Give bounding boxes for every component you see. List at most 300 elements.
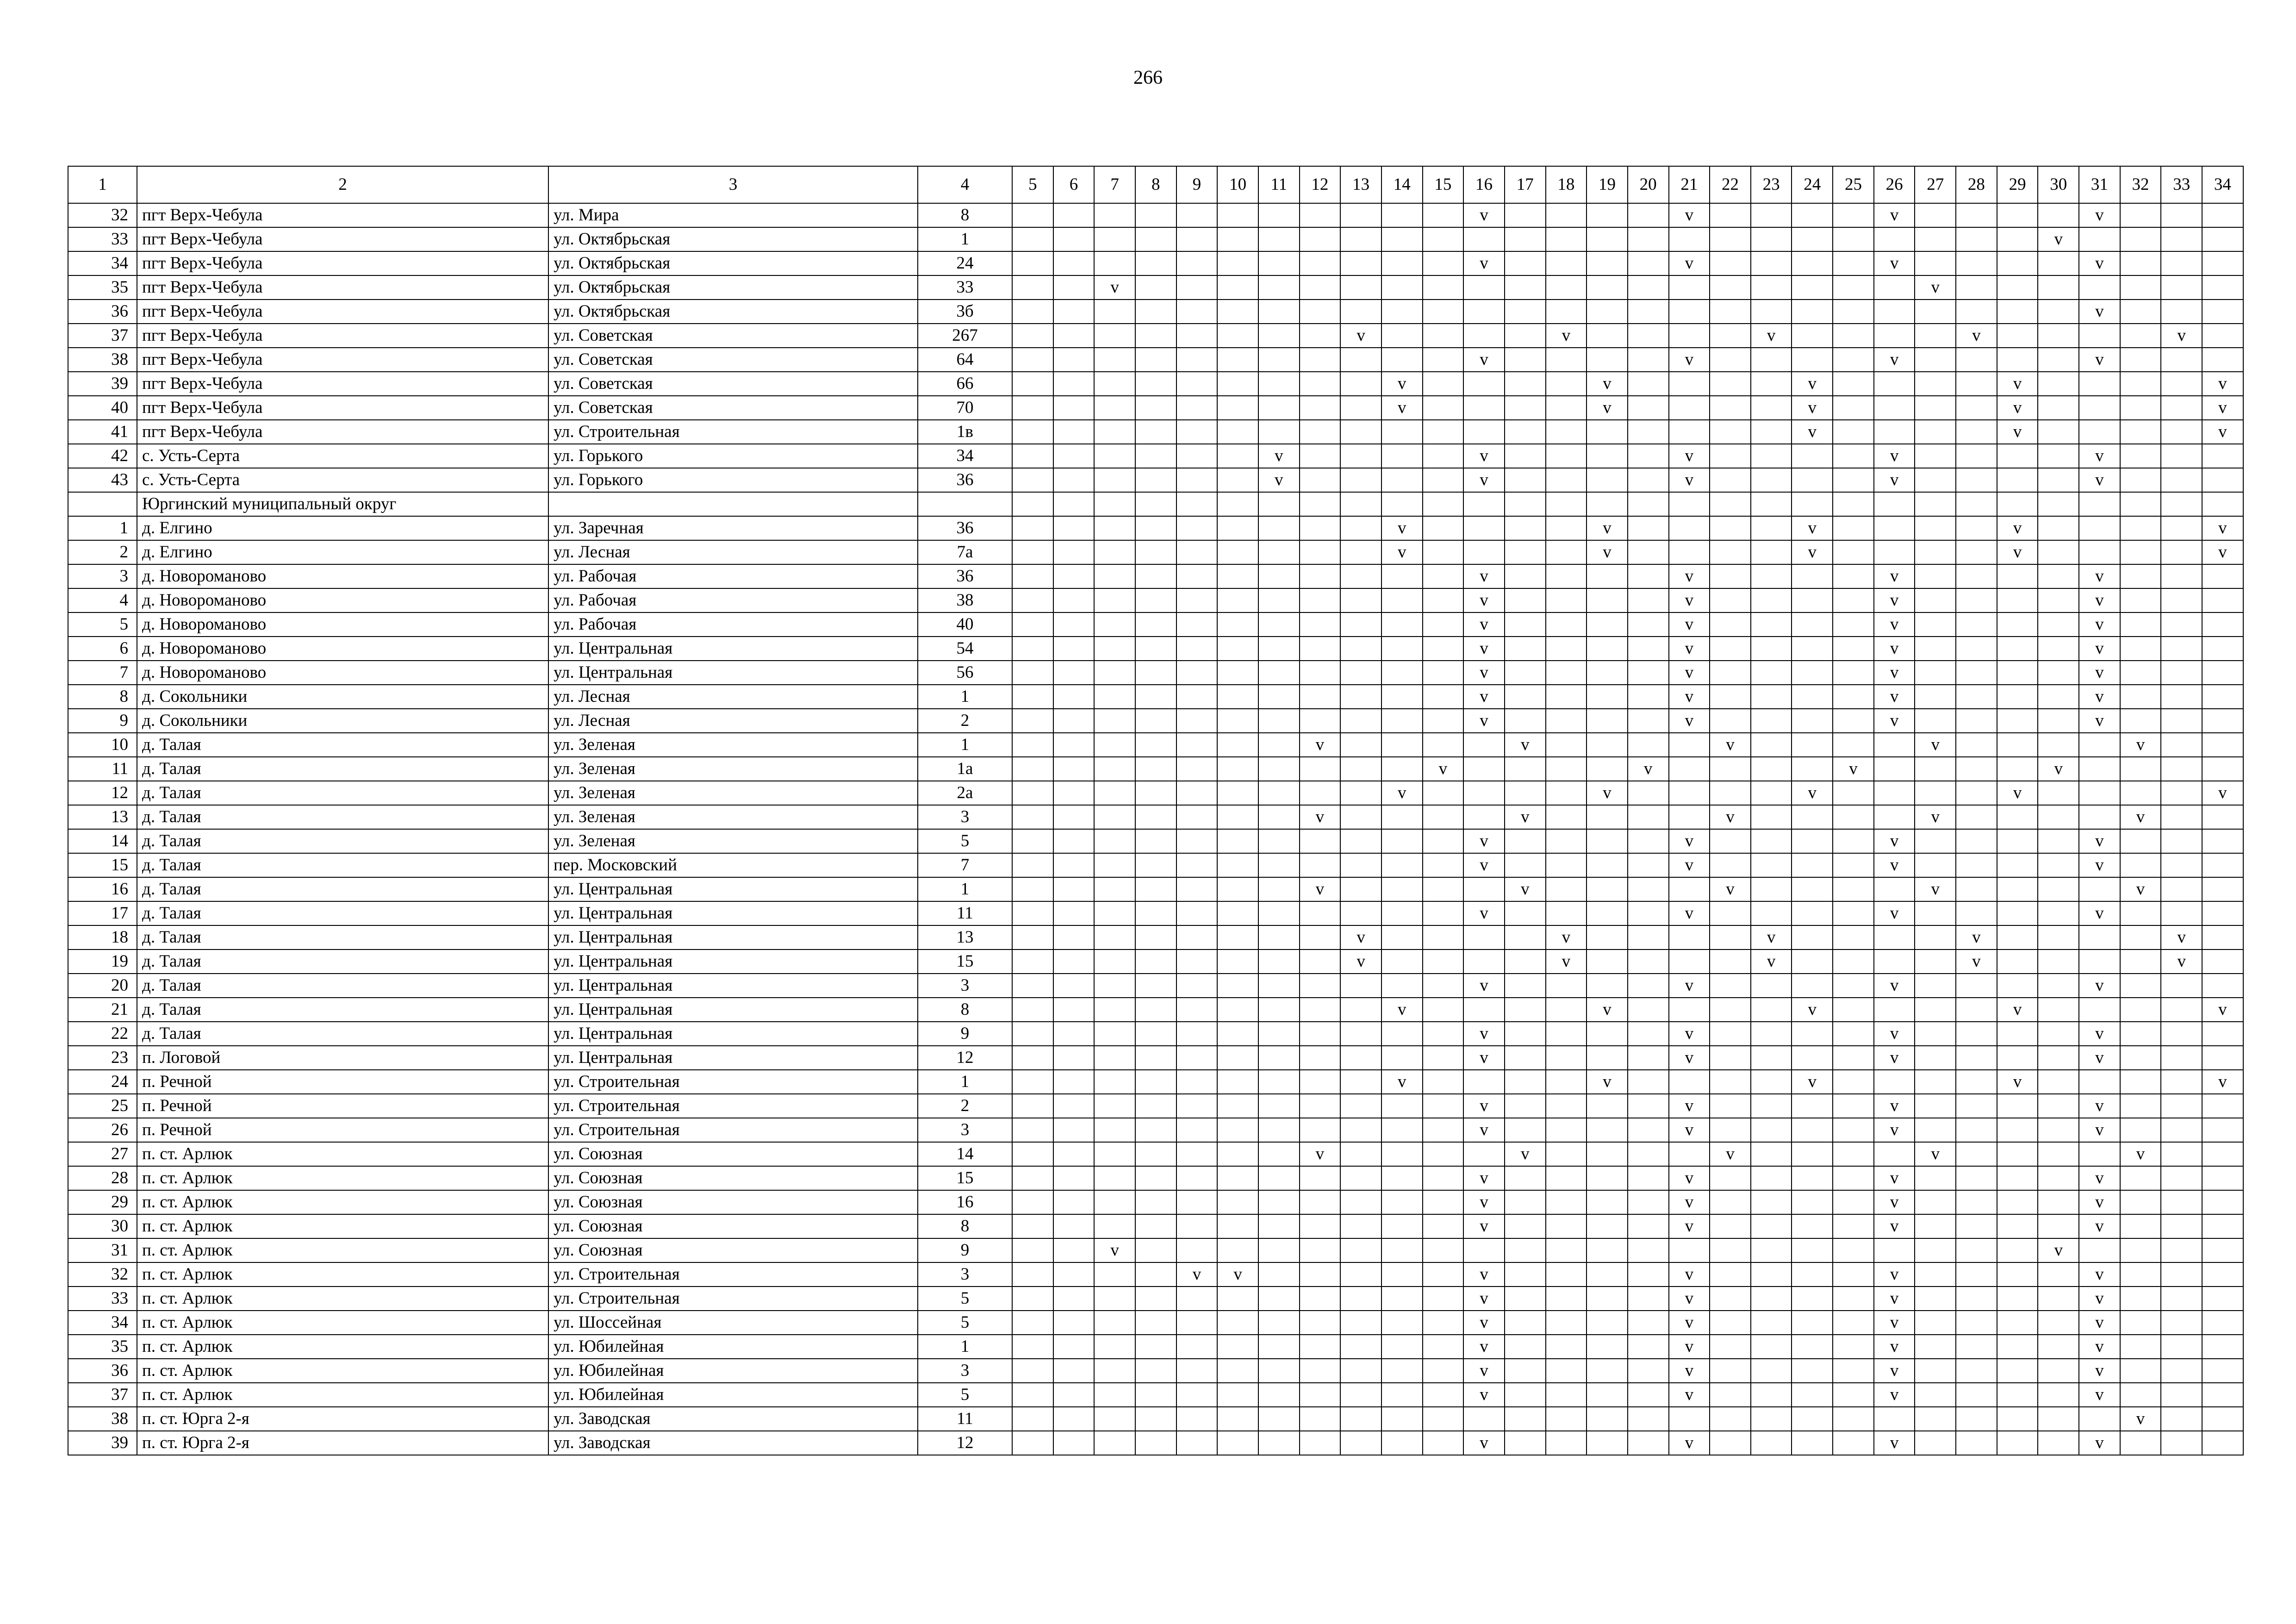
row-number-cell: 16 xyxy=(68,877,137,901)
header-cell-col-3: 3 xyxy=(548,166,918,203)
check-mark: v xyxy=(1874,348,1915,372)
empty-cell xyxy=(2038,733,2079,757)
check-mark: v xyxy=(1669,829,1710,853)
row-number-cell: 36 xyxy=(68,1359,137,1383)
header-cell-col-7: 7 xyxy=(1094,166,1135,203)
header-cell-col-11: 11 xyxy=(1258,166,1300,203)
empty-cell xyxy=(1135,1142,1176,1166)
empty-cell xyxy=(1587,1287,1628,1311)
empty-cell xyxy=(1546,275,1587,300)
check-mark: v xyxy=(1463,974,1505,998)
empty-cell xyxy=(1833,661,1874,685)
check-mark: v xyxy=(1463,829,1505,853)
empty-cell xyxy=(1300,588,1341,612)
empty-cell xyxy=(1628,227,1669,251)
table-row xyxy=(68,709,2243,733)
empty-cell xyxy=(1381,420,1423,444)
check-mark: v xyxy=(2202,540,2243,564)
check-mark: v xyxy=(1669,203,1710,227)
check-mark: v xyxy=(1546,925,1587,949)
empty-cell xyxy=(1094,227,1135,251)
empty-cell xyxy=(2038,1190,2079,1214)
table-row xyxy=(68,1190,2243,1214)
empty-cell xyxy=(1792,974,1833,998)
header-cell-col-14: 14 xyxy=(1381,166,1423,203)
empty-cell xyxy=(1094,300,1135,324)
empty-cell xyxy=(1833,203,1874,227)
empty-cell xyxy=(1258,1022,1300,1046)
empty-cell xyxy=(1751,853,1792,877)
empty-cell xyxy=(1956,612,1997,637)
empty-cell xyxy=(1381,1118,1423,1142)
street-cell: ул. Зеленая xyxy=(548,781,918,805)
check-mark: v xyxy=(1381,396,1423,420)
empty-cell xyxy=(2120,300,2161,324)
settlement-cell: д. Елгино xyxy=(137,540,548,564)
empty-cell xyxy=(1628,1166,1669,1190)
empty-cell xyxy=(1792,1094,1833,1118)
empty-cell xyxy=(1300,1311,1341,1335)
empty-cell xyxy=(1792,1118,1833,1142)
empty-cell xyxy=(1135,251,1176,275)
empty-cell xyxy=(1053,1431,1095,1455)
empty-cell xyxy=(1423,1166,1464,1190)
empty-cell xyxy=(1094,1431,1135,1455)
empty-cell xyxy=(1587,925,1628,949)
empty-cell xyxy=(1258,1383,1300,1407)
empty-cell xyxy=(1423,1335,1464,1359)
row-number-cell: 6 xyxy=(68,637,137,661)
check-mark: v xyxy=(1669,612,1710,637)
empty-cell xyxy=(1915,1070,1956,1094)
settlement-cell: п. ст. Арлюк xyxy=(137,1190,548,1214)
empty-cell xyxy=(1751,1431,1792,1455)
empty-cell xyxy=(1340,901,1381,925)
empty-cell xyxy=(1710,1118,1751,1142)
empty-cell xyxy=(1833,420,1874,444)
empty-cell xyxy=(1217,974,1258,998)
empty-cell xyxy=(1997,877,2038,901)
empty-cell xyxy=(1423,901,1464,925)
empty-cell xyxy=(1381,348,1423,372)
empty-cell xyxy=(1956,1046,1997,1070)
empty-cell xyxy=(1135,661,1176,685)
check-mark: v xyxy=(2079,1214,2120,1238)
empty-cell xyxy=(1792,1022,1833,1046)
empty-cell xyxy=(2038,1046,2079,1070)
empty-cell xyxy=(1833,564,1874,588)
empty-cell xyxy=(1628,1238,1669,1262)
row-number-cell: 39 xyxy=(68,1431,137,1455)
empty-cell xyxy=(1751,1359,1792,1383)
check-mark: v xyxy=(2120,805,2161,829)
check-mark: v xyxy=(2120,1142,2161,1166)
empty-cell xyxy=(1340,974,1381,998)
empty-cell xyxy=(1463,1238,1505,1262)
empty-cell xyxy=(1915,1190,1956,1214)
empty-cell xyxy=(2038,998,2079,1022)
check-mark: v xyxy=(1587,1070,1628,1094)
empty-cell xyxy=(1874,372,1915,396)
empty-cell xyxy=(1628,492,1669,516)
empty-cell xyxy=(1874,998,1915,1022)
street-cell: ул. Строительная xyxy=(548,1262,918,1287)
check-mark: v xyxy=(2079,1359,2120,1383)
empty-cell xyxy=(1381,1287,1423,1311)
row-number-cell: 33 xyxy=(68,1287,137,1311)
empty-cell xyxy=(1546,1214,1587,1238)
empty-cell xyxy=(2161,420,2202,444)
check-mark: v xyxy=(1792,540,1833,564)
empty-cell xyxy=(1012,877,1053,901)
table-row xyxy=(68,757,2243,781)
empty-cell xyxy=(1833,444,1874,468)
street-cell: ул. Горького xyxy=(548,468,918,492)
empty-cell xyxy=(2120,516,2161,540)
empty-cell xyxy=(1217,709,1258,733)
empty-cell xyxy=(1094,348,1135,372)
empty-cell xyxy=(1628,540,1669,564)
empty-cell xyxy=(2120,1166,2161,1190)
empty-cell xyxy=(2161,1118,2202,1142)
check-mark: v xyxy=(1874,1335,1915,1359)
empty-cell xyxy=(1012,1022,1053,1046)
check-mark: v xyxy=(2079,685,2120,709)
check-mark: v xyxy=(1669,1287,1710,1311)
street-cell: ул. Лесная xyxy=(548,685,918,709)
check-mark: v xyxy=(1669,1166,1710,1190)
header-cell-col-17: 17 xyxy=(1505,166,1546,203)
empty-cell xyxy=(1217,637,1258,661)
empty-cell xyxy=(1833,829,1874,853)
empty-cell xyxy=(1751,1335,1792,1359)
empty-cell xyxy=(1176,1070,1218,1094)
empty-cell xyxy=(1915,540,1956,564)
empty-cell xyxy=(2038,540,2079,564)
empty-cell xyxy=(1587,1190,1628,1214)
empty-cell xyxy=(1710,251,1751,275)
empty-cell xyxy=(1135,564,1176,588)
empty-cell xyxy=(1423,1142,1464,1166)
empty-cell xyxy=(1628,564,1669,588)
empty-cell xyxy=(1997,1046,2038,1070)
empty-cell xyxy=(1217,275,1258,300)
empty-cell xyxy=(1546,733,1587,757)
empty-cell xyxy=(1217,949,1258,974)
empty-cell xyxy=(1300,1335,1341,1359)
empty-cell xyxy=(1094,324,1135,348)
empty-cell xyxy=(2202,348,2243,372)
empty-cell xyxy=(1423,1407,1464,1431)
empty-cell xyxy=(1628,829,1669,853)
empty-cell xyxy=(1300,781,1341,805)
empty-cell xyxy=(2202,805,2243,829)
empty-cell xyxy=(1546,1431,1587,1455)
empty-cell xyxy=(1463,227,1505,251)
empty-cell xyxy=(1915,709,1956,733)
empty-cell xyxy=(1135,1287,1176,1311)
empty-cell xyxy=(1094,925,1135,949)
header-cell-col-12: 12 xyxy=(1300,166,1341,203)
empty-cell xyxy=(1997,300,2038,324)
empty-cell xyxy=(1505,396,1546,420)
empty-cell xyxy=(1135,1431,1176,1455)
empty-cell xyxy=(1300,468,1341,492)
empty-cell xyxy=(1340,227,1381,251)
empty-cell xyxy=(1381,685,1423,709)
table-row xyxy=(68,468,2243,492)
empty-cell xyxy=(1176,492,1218,516)
empty-cell xyxy=(1340,300,1381,324)
street-cell: ул. Юбилейная xyxy=(548,1383,918,1407)
empty-cell xyxy=(1792,227,1833,251)
empty-cell xyxy=(1505,468,1546,492)
empty-cell xyxy=(1833,588,1874,612)
table-row xyxy=(68,1287,2243,1311)
empty-cell xyxy=(2202,300,2243,324)
empty-cell xyxy=(1587,685,1628,709)
empty-cell xyxy=(1792,757,1833,781)
check-mark: v xyxy=(2079,251,2120,275)
empty-cell xyxy=(1751,733,1792,757)
empty-cell xyxy=(1258,925,1300,949)
empty-cell xyxy=(1997,1431,2038,1455)
empty-cell xyxy=(1956,1238,1997,1262)
check-mark: v xyxy=(1669,974,1710,998)
empty-cell xyxy=(1176,324,1218,348)
empty-cell xyxy=(1217,1118,1258,1142)
empty-cell xyxy=(1300,324,1341,348)
header-cell-col-20: 20 xyxy=(1628,166,1669,203)
empty-cell xyxy=(1300,227,1341,251)
empty-cell xyxy=(1340,1070,1381,1094)
empty-cell xyxy=(1300,420,1341,444)
empty-cell xyxy=(1176,251,1218,275)
empty-cell xyxy=(1135,1070,1176,1094)
empty-cell xyxy=(2161,685,2202,709)
empty-cell xyxy=(1915,612,1956,637)
settlement-cell: д. Талая xyxy=(137,901,548,925)
empty-cell xyxy=(2202,588,2243,612)
empty-cell xyxy=(1423,564,1464,588)
empty-cell xyxy=(2120,1335,2161,1359)
check-mark: v xyxy=(1874,203,1915,227)
row-number-cell: 41 xyxy=(68,420,137,444)
empty-cell xyxy=(1463,300,1505,324)
house-number-cell: 3 xyxy=(918,1262,1012,1287)
empty-cell xyxy=(1300,1046,1341,1070)
empty-cell xyxy=(1340,853,1381,877)
check-mark: v xyxy=(2079,1383,2120,1407)
empty-cell xyxy=(1956,1431,1997,1455)
empty-cell xyxy=(1956,901,1997,925)
empty-cell xyxy=(2079,540,2120,564)
empty-cell xyxy=(1381,1190,1423,1214)
empty-cell xyxy=(1546,1022,1587,1046)
empty-cell xyxy=(1792,949,1833,974)
settlement-cell: пгт Верх-Чебула xyxy=(137,348,548,372)
street-cell: ул. Зеленая xyxy=(548,757,918,781)
empty-cell xyxy=(1710,1287,1751,1311)
check-mark: v xyxy=(2202,1070,2243,1094)
street-cell: ул. Лесная xyxy=(548,709,918,733)
check-mark: v xyxy=(2202,998,2243,1022)
header-cell-col-34: 34 xyxy=(2202,166,2243,203)
empty-cell xyxy=(1997,1166,2038,1190)
street-cell: ул. Октябрьская xyxy=(548,275,918,300)
settlement-cell: д. Сокольники xyxy=(137,709,548,733)
empty-cell xyxy=(2202,757,2243,781)
empty-cell xyxy=(2202,444,2243,468)
empty-cell xyxy=(1587,1407,1628,1431)
empty-cell xyxy=(1505,1287,1546,1311)
empty-cell xyxy=(2079,516,2120,540)
house-number-cell: 267 xyxy=(918,324,1012,348)
empty-cell xyxy=(1997,492,2038,516)
empty-cell xyxy=(1915,1407,1956,1431)
empty-cell xyxy=(2120,612,2161,637)
settlement-cell: п. ст. Арлюк xyxy=(137,1383,548,1407)
empty-cell xyxy=(1833,1070,1874,1094)
empty-cell xyxy=(1300,396,1341,420)
row-number-cell: 31 xyxy=(68,1238,137,1262)
empty-cell xyxy=(1628,251,1669,275)
empty-cell xyxy=(1258,540,1300,564)
house-number-cell: 64 xyxy=(918,348,1012,372)
house-number-cell: 3 xyxy=(918,974,1012,998)
empty-cell xyxy=(1915,444,1956,468)
check-mark: v xyxy=(2079,1190,2120,1214)
settlement-cell: д. Талая xyxy=(137,998,548,1022)
house-number-cell: 1 xyxy=(918,685,1012,709)
house-number-cell: 12 xyxy=(918,1431,1012,1455)
empty-cell xyxy=(1258,324,1300,348)
empty-cell xyxy=(1340,1118,1381,1142)
empty-cell xyxy=(1997,805,2038,829)
empty-cell xyxy=(1833,372,1874,396)
empty-cell xyxy=(1546,1383,1587,1407)
empty-cell xyxy=(1423,998,1464,1022)
empty-cell xyxy=(1792,1431,1833,1455)
empty-cell xyxy=(1053,1383,1095,1407)
check-mark: v xyxy=(1997,372,2038,396)
check-mark: v xyxy=(1463,1190,1505,1214)
table-row xyxy=(68,1166,2243,1190)
empty-cell xyxy=(2038,1431,2079,1455)
empty-cell xyxy=(2038,324,2079,348)
check-mark: v xyxy=(1710,733,1751,757)
house-number-cell: 3б xyxy=(918,300,1012,324)
empty-cell xyxy=(1587,853,1628,877)
empty-cell xyxy=(1628,1070,1669,1094)
row-number-cell: 37 xyxy=(68,324,137,348)
empty-cell xyxy=(1956,1359,1997,1383)
header-cell-col-32: 32 xyxy=(2120,166,2161,203)
empty-cell xyxy=(1012,1359,1053,1383)
empty-cell xyxy=(1135,1262,1176,1287)
empty-cell xyxy=(1381,853,1423,877)
check-mark: v xyxy=(2079,612,2120,637)
empty-cell xyxy=(1915,1214,1956,1238)
empty-cell xyxy=(2161,1335,2202,1359)
check-mark: v xyxy=(1997,1070,2038,1094)
empty-cell xyxy=(1176,1238,1218,1262)
check-mark: v xyxy=(2202,781,2243,805)
settlement-cell: п. Речной xyxy=(137,1118,548,1142)
empty-cell xyxy=(1381,877,1423,901)
empty-cell xyxy=(1505,227,1546,251)
empty-cell xyxy=(1997,1359,2038,1383)
empty-cell xyxy=(2120,709,2161,733)
empty-cell xyxy=(1587,1359,1628,1383)
empty-cell xyxy=(2161,516,2202,540)
empty-cell xyxy=(1505,1214,1546,1238)
empty-cell xyxy=(1300,901,1341,925)
street-cell: ул. Советская xyxy=(548,348,918,372)
header-cell-col-23: 23 xyxy=(1751,166,1792,203)
empty-cell xyxy=(1217,444,1258,468)
empty-cell xyxy=(1546,396,1587,420)
empty-cell xyxy=(1505,372,1546,396)
settlement-cell: пгт Верх-Чебула xyxy=(137,372,548,396)
table-row xyxy=(68,1118,2243,1142)
empty-cell xyxy=(1505,324,1546,348)
empty-cell xyxy=(2038,348,2079,372)
check-mark: v xyxy=(1997,516,2038,540)
empty-cell xyxy=(1587,324,1628,348)
empty-cell xyxy=(1463,877,1505,901)
empty-cell xyxy=(1381,925,1423,949)
empty-cell xyxy=(1217,227,1258,251)
empty-cell xyxy=(1997,925,2038,949)
empty-cell xyxy=(1997,901,2038,925)
empty-cell xyxy=(1792,468,1833,492)
empty-cell xyxy=(1258,251,1300,275)
empty-cell xyxy=(1258,1335,1300,1359)
empty-cell xyxy=(1628,372,1669,396)
settlement-cell: д. Сокольники xyxy=(137,685,548,709)
check-mark: v xyxy=(2079,1335,2120,1359)
empty-cell xyxy=(1628,1359,1669,1383)
row-number-cell: 29 xyxy=(68,1190,137,1214)
house-number-cell: 3 xyxy=(918,1359,1012,1383)
check-mark: v xyxy=(2079,829,2120,853)
empty-cell xyxy=(1381,588,1423,612)
empty-cell xyxy=(1258,1070,1300,1094)
empty-cell xyxy=(1463,275,1505,300)
check-mark: v xyxy=(1874,1214,1915,1238)
street-cell: ул. Центральная xyxy=(548,661,918,685)
empty-cell xyxy=(1587,757,1628,781)
empty-cell xyxy=(1710,1383,1751,1407)
empty-cell xyxy=(1381,1407,1423,1431)
header-cell-col-5: 5 xyxy=(1012,166,1053,203)
empty-cell xyxy=(1915,564,1956,588)
empty-cell xyxy=(1587,1335,1628,1359)
empty-cell xyxy=(1628,974,1669,998)
empty-cell xyxy=(1628,781,1669,805)
empty-cell xyxy=(1258,853,1300,877)
empty-cell xyxy=(1546,1335,1587,1359)
check-mark: v xyxy=(1463,1359,1505,1383)
empty-cell xyxy=(1053,1214,1095,1238)
empty-cell xyxy=(1956,396,1997,420)
empty-cell xyxy=(1217,1383,1258,1407)
empty-cell xyxy=(1053,709,1095,733)
empty-cell xyxy=(1423,805,1464,829)
empty-cell xyxy=(1176,444,1218,468)
empty-cell xyxy=(1340,251,1381,275)
